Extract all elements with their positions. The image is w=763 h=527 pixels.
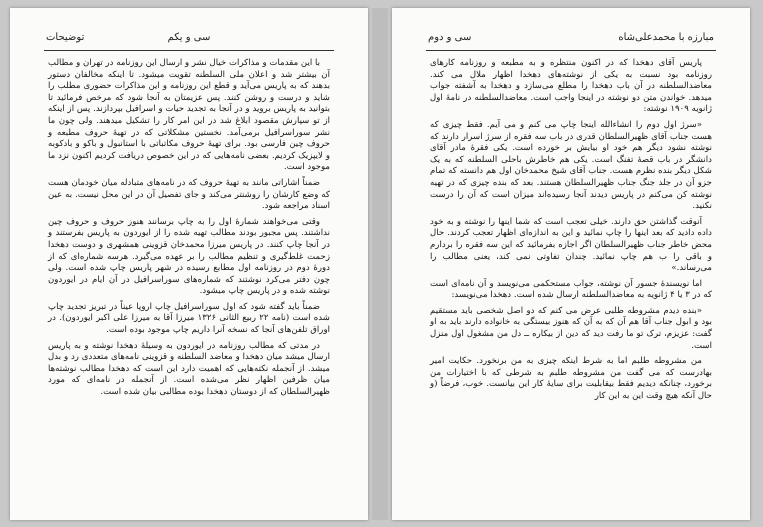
right-page-header	[428, 32, 714, 48]
right-page-body	[430, 58, 712, 407]
left-header-section-title: توضیحات	[46, 32, 85, 43]
right-paragraph-3: آنوقت گذاشتن حق دارند. خیلی تعجب است که شما اینها را نوشته و به خود داده دادید که بعد اینها را چاپ نمائید و این به اندازه‌ای اظهار تعجب کردند. حال محض خاطر جناب ظهیرالسلطان اگر اجازه بفرمائید که این سه فقره را بردارم و باقی را ب هم چاپ نمائید. چندان تفاوتی نمی کند، یعنی مطالب را می‌رساند.»	[430, 216, 712, 274]
left-paragraph-5: در مدتی که مطالب روزنامه در ایوردون به وسیلهٔ دهخدا نوشته و به پاریس ارسال میشد میان دهخدا و معاضد السلطنه و قزوینی نامه‌های متعددی رد و بدل میشد. از آنجمله نکته‌هایی که اهمیت دارد این است که دهخدا مطالب نوشته‌ها میان ظرفین اظهار نظر می‌شده است. از آنجمله در نامه‌ای که مورد ظهیرالسلطان که از دوستان دهخدا بوده مطالبی بیان شده است.	[48, 340, 330, 398]
left-paragraph-3: وقتی می‌خواهند شمارهٔ اول را به چاپ برسانند هنوز حروف و حروف چین نداشتند. پس مجبور بودند مطالب تهیه شده را از ایوردون به پاریس بفرستند و در آنجا چاپ کنند. در پاریس میرزا محمدخان قزوینی همشهری و دوست دهخدا زحمت غلط‌گیری و تنظیم مطالب را بر عهده می‌گیرد. هرسه شماره‌ای که از دورهٔ دوم در روزنامه اول مطابع رسیده در شهر پاریس چاپ شده است. ولی چون دفتر می‌کرد نوشتند که شماره‌های سوراسرافیل در آن ایام در ایوردون نوشته شده و در پاریس چاپ میشود.	[48, 216, 330, 297]
right-header-rule	[426, 50, 716, 51]
left-paragraph-4: ضمناً باید گفته شود که اول سوراسرافیل چاپ اروپا عیناً در تبریز تجدید چاپ شده است (نامه ۲۲ ربیع الثانی ۱۳۲۶ میرزا آقا به میرزا علی اکبر ایوردون). در اوراق تلفن‌های آنجا که نسخه آنرا داریم چاپ موجود بوده است.	[48, 301, 330, 336]
left-paragraph-1: با این مقدمات و مذاکرات خیال نشر و ارسال این روزنامه در تهران و مطالب آن بیشتر شد و اعلان ملی السلطنه تقویت میشود. تا اینکه مخالفان دستور بدهند که به پاریس می‌آید و قطع این روزنامه و این مذاکرات حضوری مطلب را شاید و درست و روشن کنند. پس عزیمتان به آنجا شود که مرخص فرمائید تا بتوانید به پاریس بروید و در آنجا به تجدید حیات و اسرافیل بپردازند. پس از اینکه از تو سپارش مقصود ابلاغ شد در این امر کار را تشکیل میدهند. ولی چون ما نشر سوراسرافیل برمی‌آمد. نخستین مشکلاتی که در تهیهٔ حروف مطبعه و حروف چین فارسی بود. برای تهیهٔ حروف مکاتباتی با استانبول و باکو و بادکوبه و لایپزیک کردیم. بعضی نامه‌هایی که در این خصوص دریافت کردیم اکنون نزد ما موجود است.	[48, 58, 330, 173]
book-gutter	[372, 8, 388, 520]
right-paragraph-4: اما نویسندهٔ جسور آن نوشته، جواب مستحکمی می‌نویسد و آن نامه‌ای است که در ۳ یا ۴ ژانویه به معاضدالسلطنه ارسال شده است. دهخدا می‌نویسد:	[430, 278, 712, 301]
right-header-chapter-title: مبارزه با محمدعلی‌شاه	[618, 32, 714, 43]
right-paragraph-1: پاریس آقای دهخدا که در اکنون منتظره و به مطبعه و روزنامه کارهای روزنامه بود نسبت به یکی از نوشته‌های دهخدا اظهار ملال می کند. معاضدالسلطنه در آن باب دهخدا را مطلع می‌سازد و دهخدا به آشفته جواب میدهد. خواندن متن دو نوشته در اینجا واجب است. معاضدالسلطنه در نامهٔ اول ژانویه ۱۹۰۹ نوشته:	[430, 58, 712, 115]
right-header-page-number: سی و دوم	[428, 32, 472, 43]
left-page-body	[48, 58, 330, 403]
right-book-page	[392, 8, 750, 520]
left-page-header	[46, 32, 332, 48]
right-paragraph-5: «بنده دیدم مشروطه طلبی عرض می کنم که دو اصل شخصی باید مستقیم بود و ابول جناب آقا هم آن که به آن که هنوز بیستگی به خانواده دارند باید به او گفت: عزیزم، ترک تو ما رفت دید که دین از بیکاره ــ دل من مشغول اول منزل است.	[430, 305, 712, 351]
right-paragraph-2: «سرژ اول دوم را انشاءالله اینجا چاپ می کنم و می آیم. فقط چیزی که هست جناب آقای ظهیرالسلطان قدری در باب سه فقره از سرژ اسرار دارند که نوشته نشود دیگر هم خود او بیایش بر خورده است. یکی فقرهٔ مادر آقای دانشگر در باب قصهٔ تفنگ است. یکی هم خاطرش باحلی السلطنه که به یک شکل دیگر بنده نظرم هست. جناب آقای شیخ محمدخان اول هم دانسته که تمام جزو آن در جلد جنگ جناب ظهیرالسلطان هستند. بعد که بنده چیزی که در تهیه نوشته کن می‌کنم در پاریس دیدند آنجا رسیده‌اند میزان است که آن را درست نکنید.	[430, 119, 712, 212]
left-header-page-number: سی و یکم	[167, 32, 211, 43]
left-paragraph-2: ضمناً اشاراتی مانند به تهیهٔ حروف که در نامه‌های متبادله میان خودمان هست که وضع کارشان را روشنتر می‌کند و جای تفصیل آن در این محل نیست. به عین اسناد مراجعه شود.	[48, 177, 330, 212]
left-header-rule	[44, 50, 334, 51]
left-book-page	[10, 8, 368, 520]
right-paragraph-6: من مشروطه طلبم اما به شرط اینکه چیزی به من برنخورد. حکایت امیر بهادرست که می گفت من مشروطه طلبم به شرطی که با اختیارات من برخورد، چنانکه دیدیم فقط بیقابلیت برای سایهٔ کار این بیانست. خوب، فرضاً (و حال آنکه هیچ وقت این به این کار	[430, 356, 712, 402]
